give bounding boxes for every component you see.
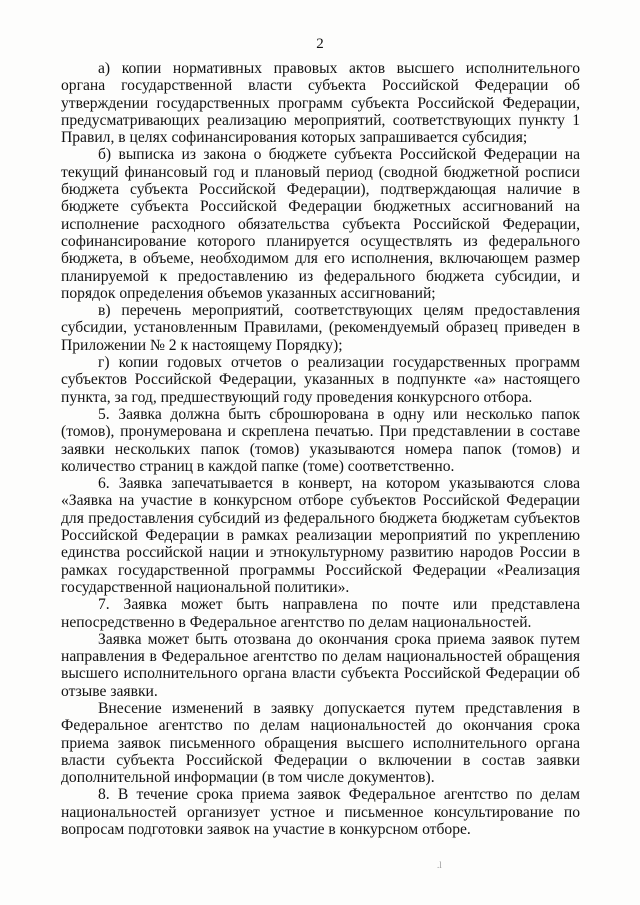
document-body — [61, 60, 580, 838]
paragraph-4b: б) выписка из закона о бюджете субъекта Российской Федерации на текущий финансовый год и плановый период (сводной бюджетной росписи бюджета субъекта Российской Федерации), подтверждающая наличие в бюджете субъекта Российской Федерации бюджетных ассигнований на исполнение расходного обязательства субъекта Российской Федерации, софинансирование которого планируется осуществлять из федерального бюджета, в объеме, необходимом для его исполнения, включающем размер планируемой к предоставлению из федерального бюджета субсидии, и порядок определения объемов указанных ассигнований; — [61, 146, 580, 302]
paragraph-7-amendments: Внесение изменений в заявку допускается путем представления в Федеральное агентство по делам национальностей до окончания срока приема заявок письменного обращения высшего исполнительного органа власти субъекта Российской Федерации о включении в состав заявки дополнительной информации (в том числе документов). — [61, 699, 580, 787]
page-number: 2 — [316, 36, 324, 52]
paragraph-7-withdrawal: Заявка может быть отозвана до окончания срока приема заявок путем направления в Федеральное агентство по делам национальностей обращения высшего исполнительного органа власти субъекта Российской Федерации об отзыве заявки. — [61, 630, 580, 700]
paragraph-4a: а) копии нормативных правовых актов высшего исполнительного органа государственной власти субъекта Российской Федерации об утверждении государственных программ субъекта Российской Федерации, предусматривающих реализацию мероприятий, соответствующих пункту 1 Правил, в целях софинансирования которых запрашивается субсидия; — [61, 60, 580, 147]
paragraph-6: 6. Заявка запечатывается в конверт, на котором указываются слова «Заявка на участие в конкурсном отборе субъектов Российской Федерации для предоставления субсидий из федерального бюджета бюджетам субъектов Российской Федерации в рамках реализации мероприятий по укреплению единства российской нации и этнокультурному развитию народов России в рамках государственной программы Российской Федерации «Реализация государственной национальной политики». — [61, 475, 580, 596]
paragraph-7: 7. Заявка может быть направлена по почте или представлена непосредственно в Федеральное агентство по делам национальностей. — [61, 596, 580, 631]
paragraph-4v: в) перечень мероприятий, соответствующих целям предоставления субсидии, установленным Правилами, (рекомендуемый образец приведен в Приложении № 2 к настоящему Порядку); — [61, 302, 580, 354]
paragraph-8: 8. В течение срока приема заявок Федеральное агентство по делам национальностей организует устное и письменное консультирование по вопросам подготовки заявок на участие в конкурсном отборе. — [61, 786, 580, 839]
scan-mark: .l — [437, 860, 442, 870]
paragraph-4g: г) копии годовых отчетов о реализации государственных программ субъектов Российской Федерации, указанных в подпункте «а» настоящего пункта, за год, предшествующий году проведения конкурсного отбора. — [61, 354, 580, 406]
paragraph-5: 5. Заявка должна быть сброшюрована в одну или несколько папок (томов), пронумерована и скреплена печатью. При представлении в составе заявки нескольких папок (томов) указываются номера папок (томов) и количество страниц в каждой папке (томе) соответственно. — [61, 405, 580, 475]
